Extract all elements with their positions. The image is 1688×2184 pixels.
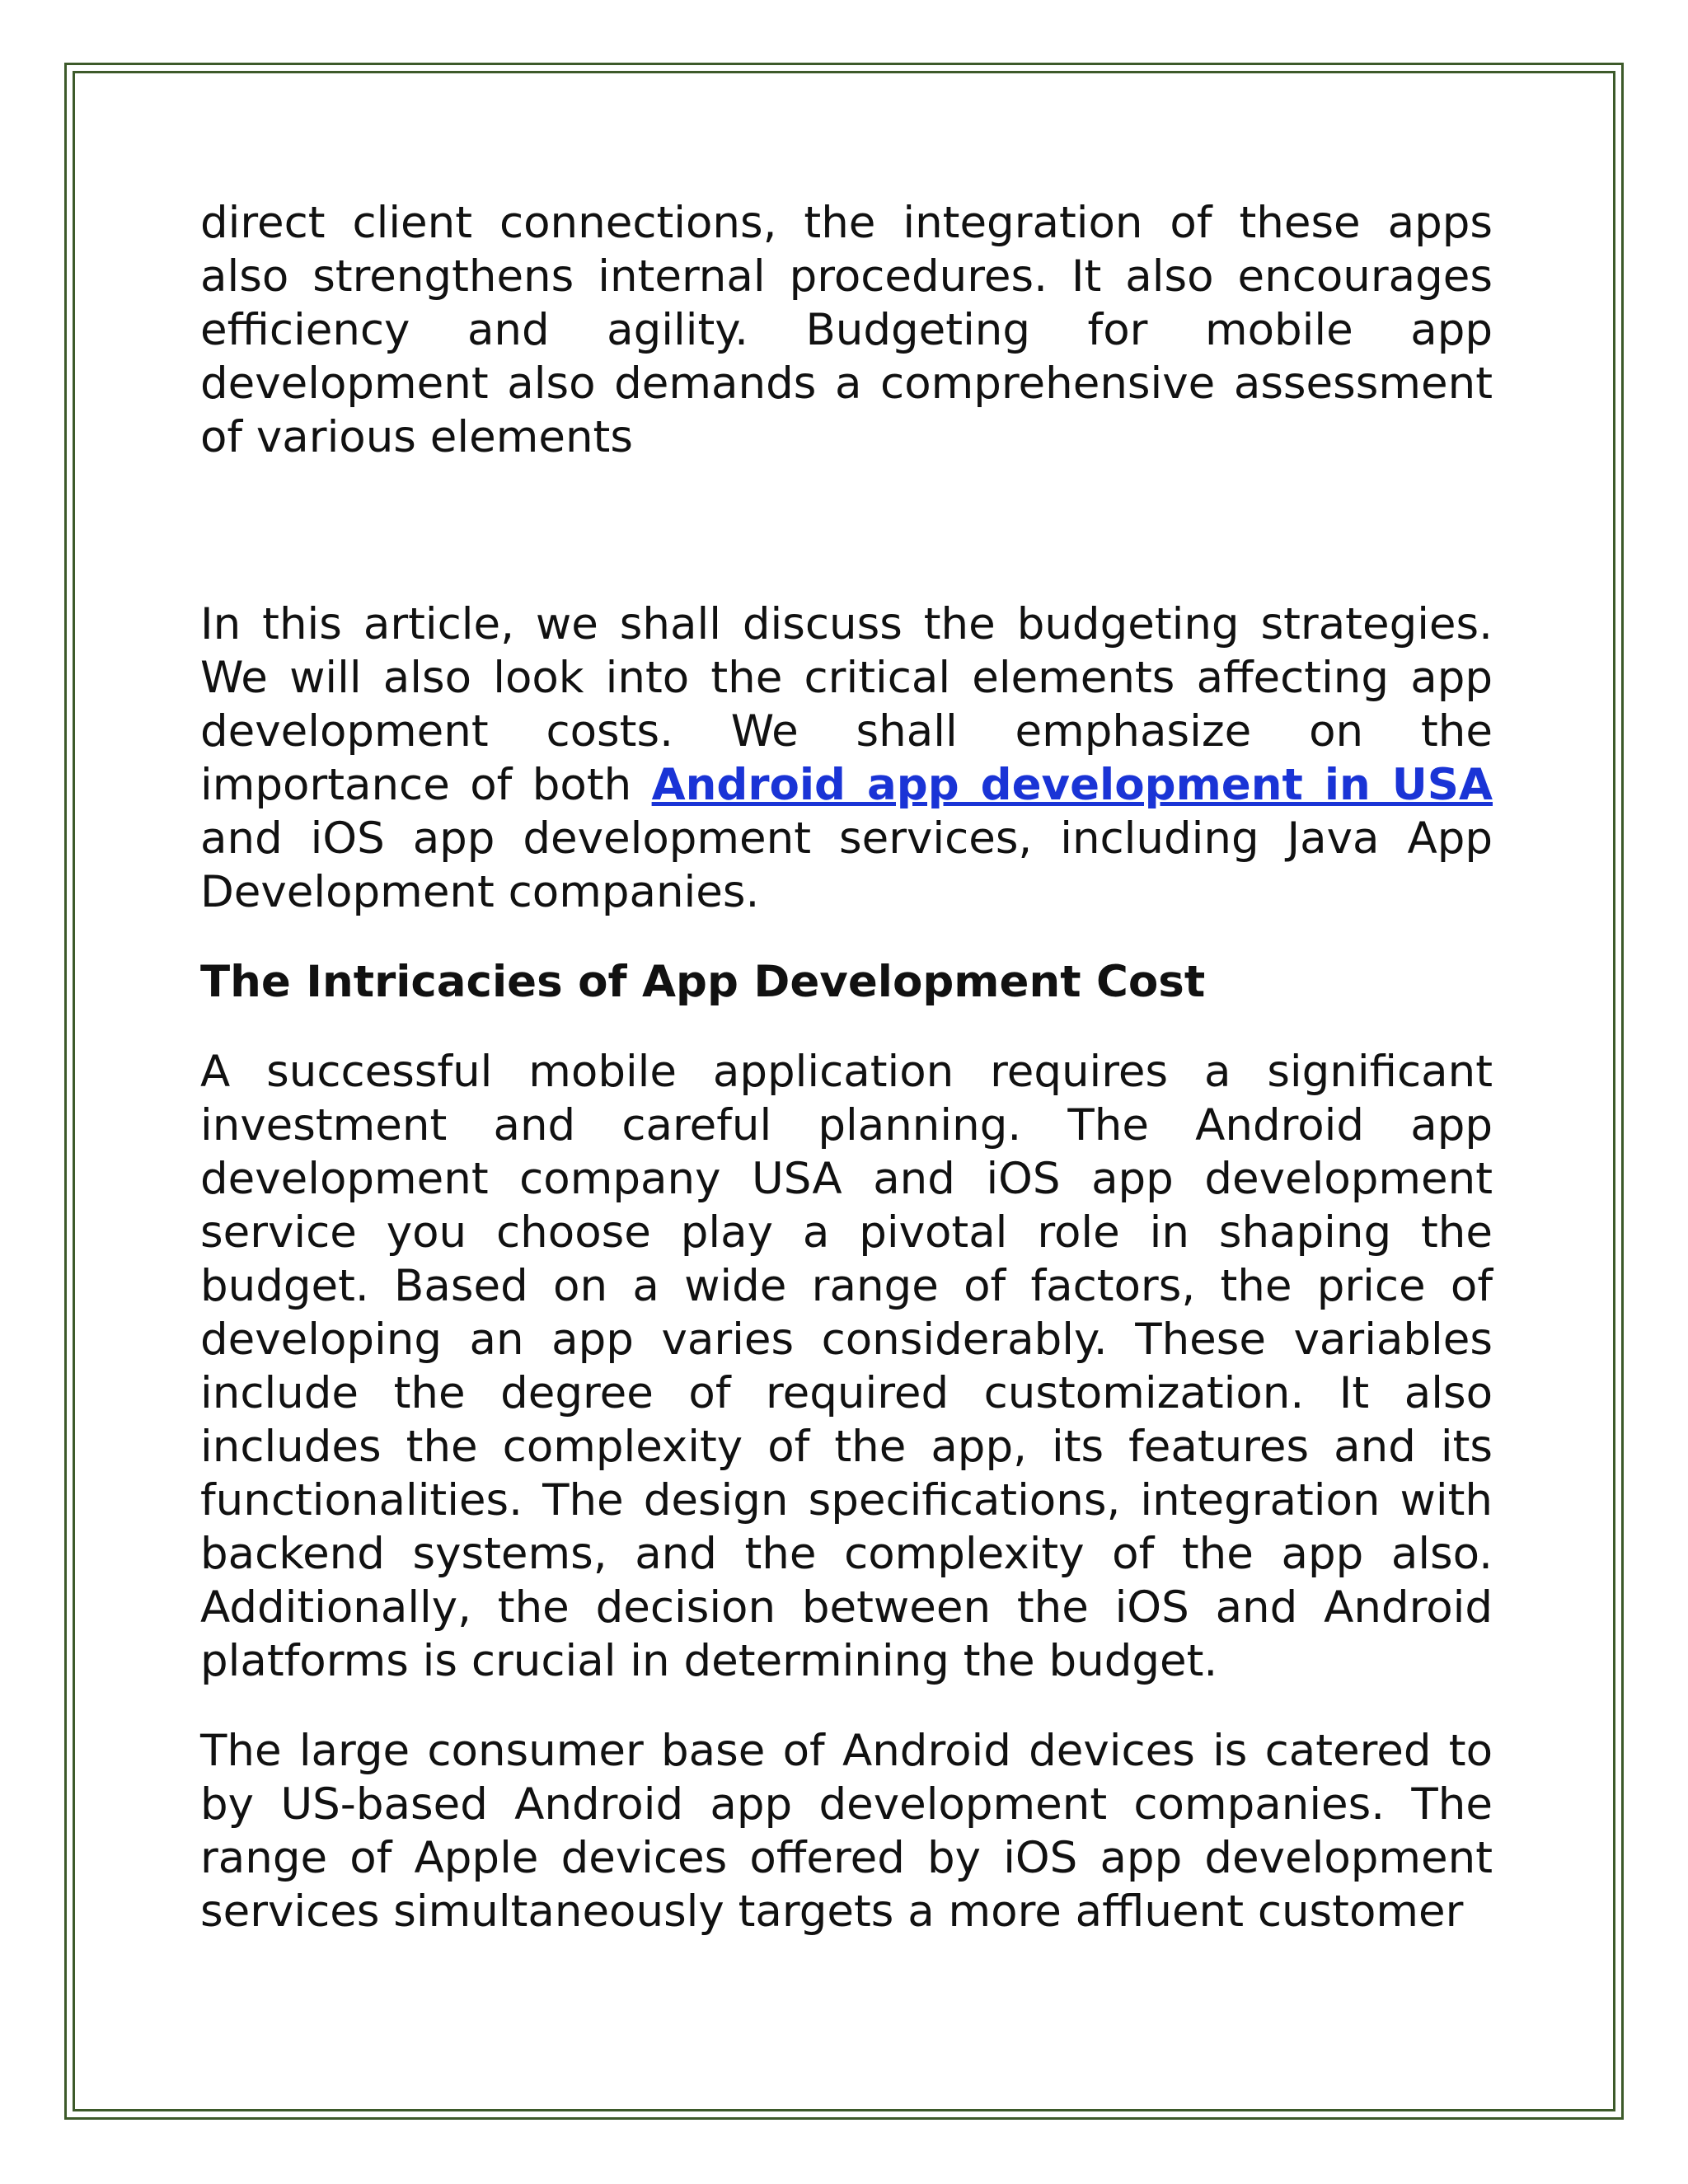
paragraph-cost-factors: A successful mobile application requires a significant investment and careful planning. The Android app development company USA and iOS app development service you choose play a pivotal role in shaping the budget. Based on a wide range of factors, the price of developing an app varies considerably. These variables include the degree of required customization. It also includes the complexity of the app, its features and its functionalities. The design specifications, integration with backend systems, and the complexity of the app also. Additionally, the decision between the iOS and Android platforms is crucial in determining the budget. (200, 1047, 1493, 1686)
android-app-development-link[interactable]: Android app development in USA (651, 760, 1493, 810)
paragraph-article-overview (200, 598, 1493, 919)
paragraph-platform-audience: The large consumer base of Android devices is catered to by US-based Android app development companies. The range of Apple devices offered by iOS app development services simultaneously targets a more affluent customer (200, 1726, 1493, 1937)
section-heading: The Intricacies of App Development Cost (200, 957, 1206, 1007)
paragraph-text-before-link: In this article, we shall discuss the budgeting strategies. We will also look into the critical elements affecting app development costs. We shall emphasize on the importance of both (200, 599, 1493, 810)
document-body (200, 196, 1493, 1938)
paragraph-text-after-link: and iOS app development services, including Java App Development companies. (200, 813, 1493, 917)
paragraph-intro-continued: direct client connections, the integration of these apps also strengthens internal procedures. It also encourages efficiency and agility. Budgeting for mobile app development also demands a comprehensive assessment of various elements (200, 198, 1493, 462)
